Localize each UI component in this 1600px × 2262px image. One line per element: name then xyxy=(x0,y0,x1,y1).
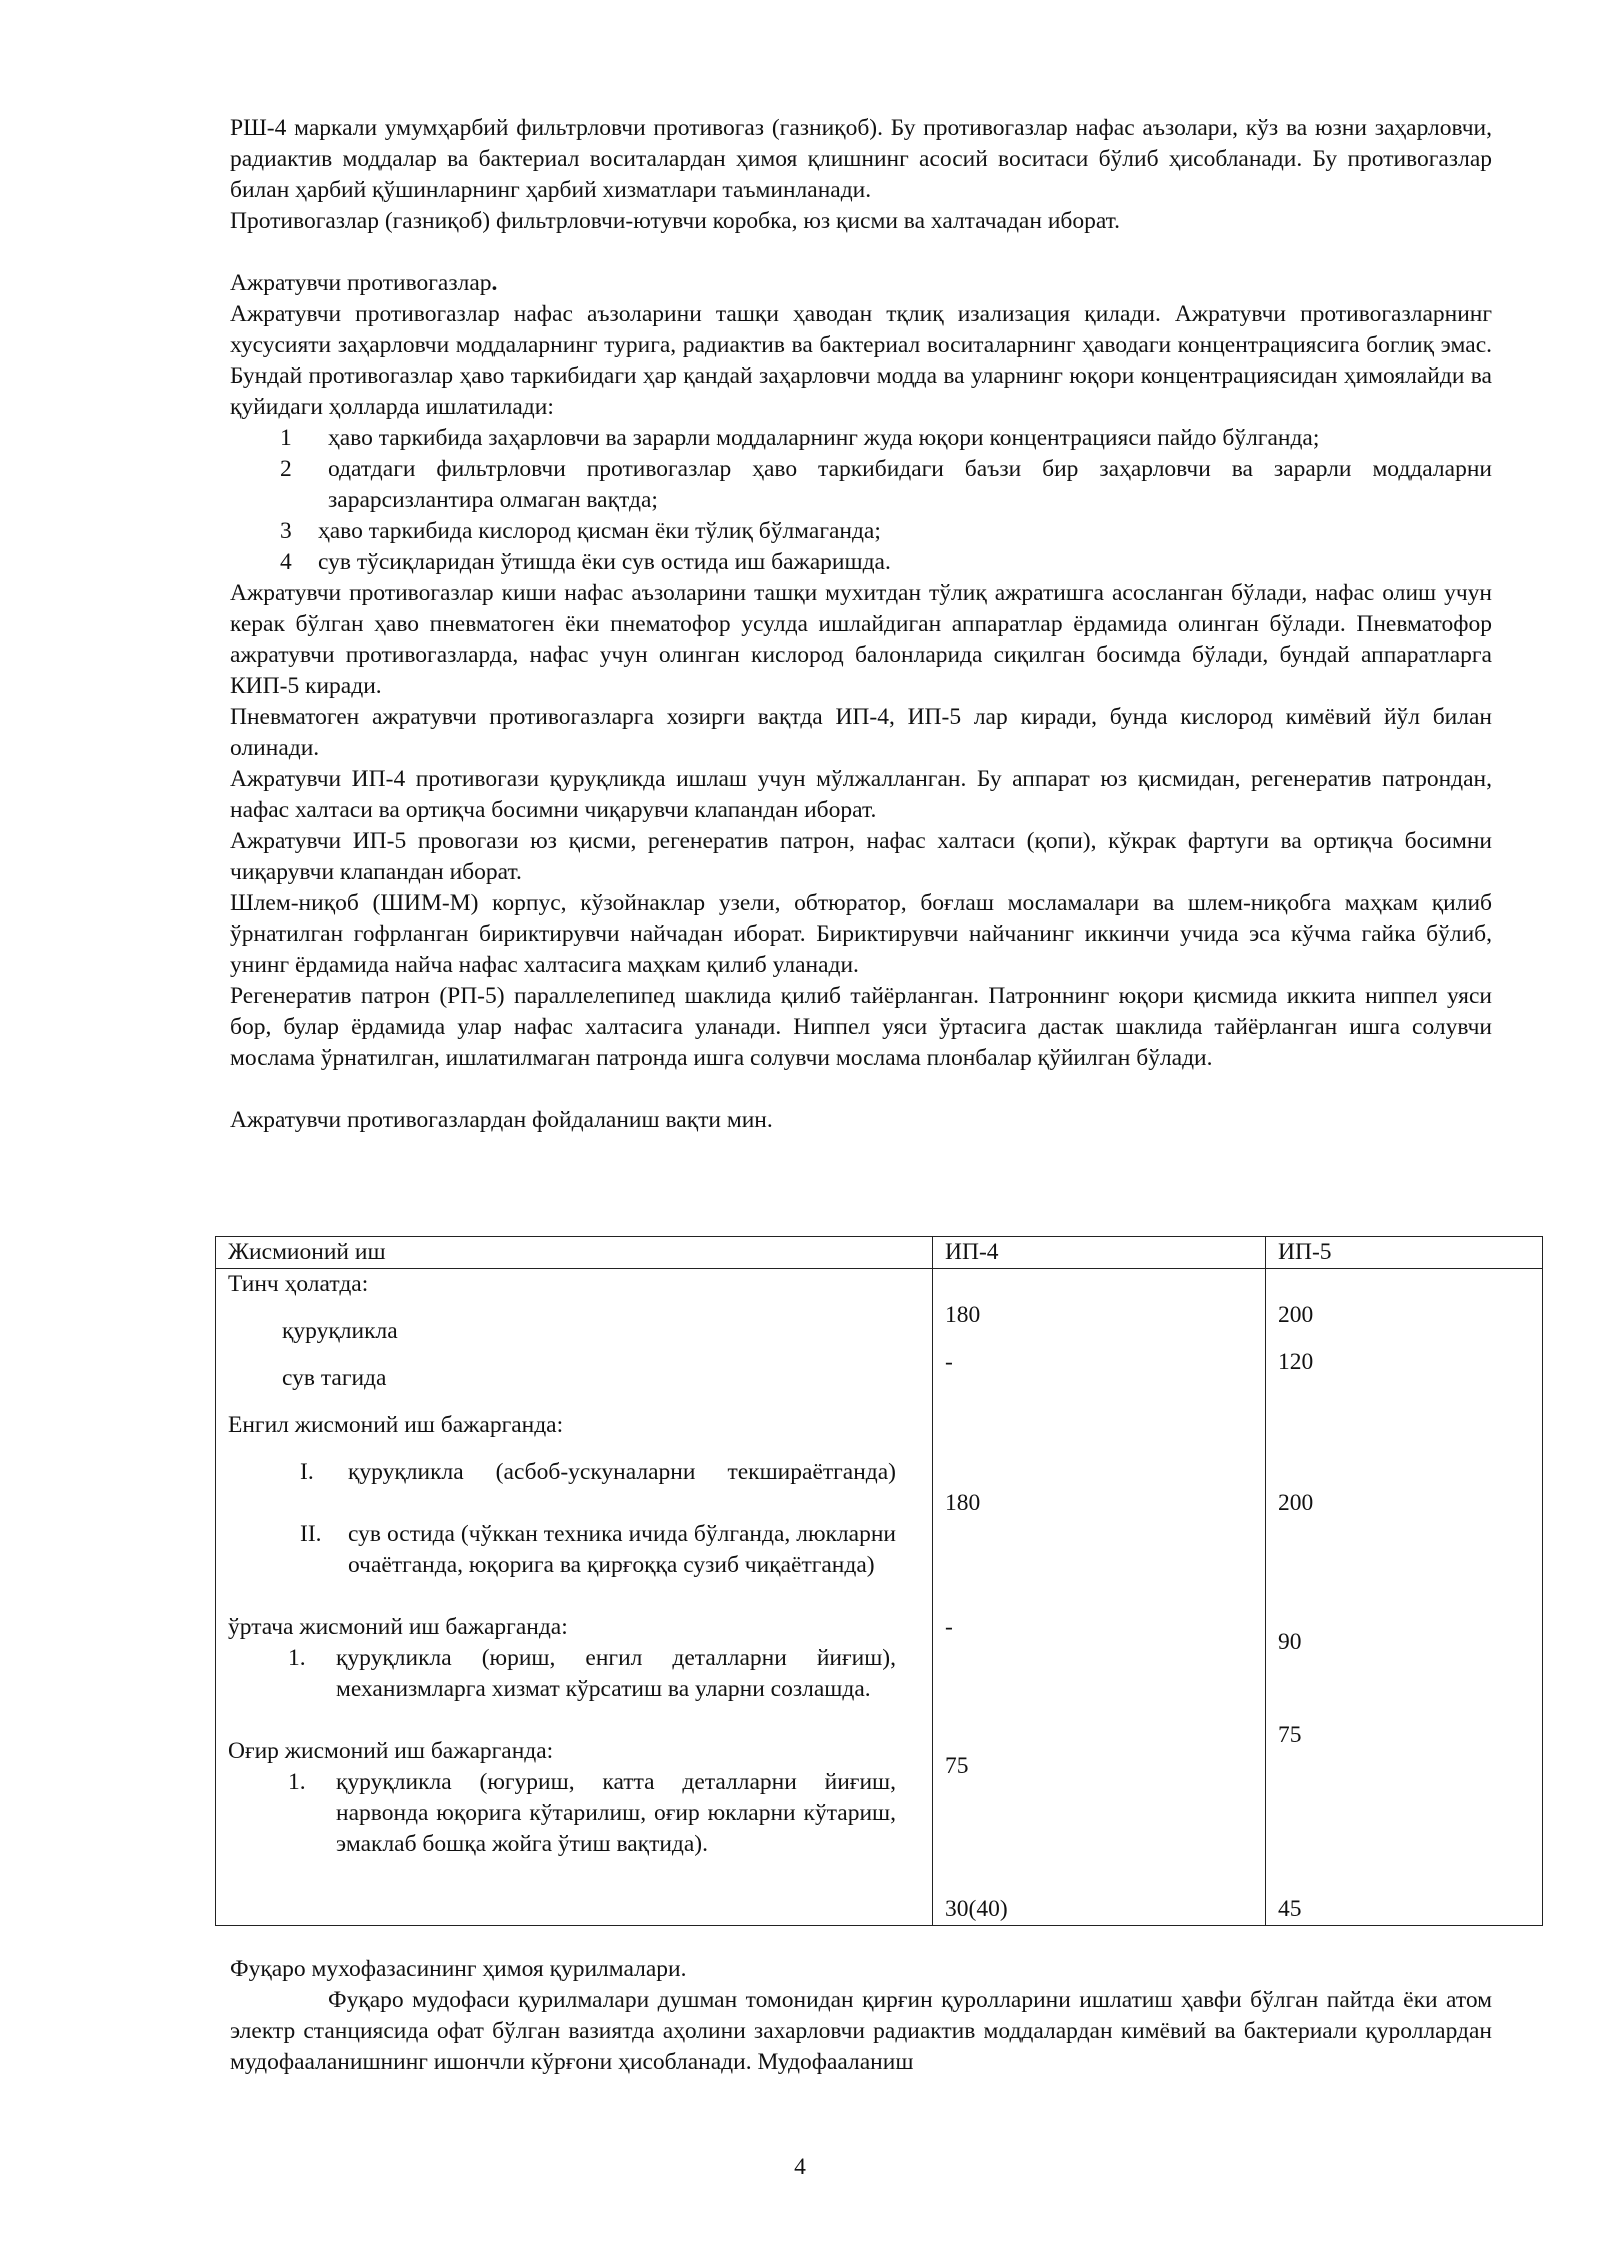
table-header-cell: ИП-5 xyxy=(1266,1237,1543,1269)
ip5-value: 75 xyxy=(1278,1722,1302,1748)
ip4-value: 180 xyxy=(945,1490,981,1516)
ip5-cell xyxy=(1266,1269,1543,1926)
section-title: Фуқаро мухофазасининг ҳимоя қурилмалари. xyxy=(230,1956,687,1982)
work-type-cell xyxy=(216,1269,933,1926)
ip5-value: 120 xyxy=(1278,1349,1314,1375)
ip4-value: - xyxy=(945,1349,953,1375)
paragraph: Фуқаро мудофаси қурилмалари душман томонидан қирғин қуролларини ишлатиш ҳавфи бўлган пайтда ёки атом электр станциясида офат бўлган вазиятда аҳолини захарловчи радиактив моддалардан кимёвий ва бактериали қуроллардан мудофааланишнинг ишончли кўрғони ҳисобланади. Мудофааланиш xyxy=(230,1987,1492,2075)
row-label: Оғир жисмоний иш бажарганда: xyxy=(228,1738,554,1764)
intro-paragraph-2: Противогазлар (газниқоб) фильтрловчи-ютувчи коробка, юз қисми ва халтачадан иборат. xyxy=(230,208,1121,234)
row-label: сув остида (чўккан техника ичида бўлганда, люкларни очаётганда, юқорига ва қирғоққа сузиб чиқаётганда) xyxy=(348,1521,896,1578)
list-number: I. xyxy=(300,1459,314,1485)
paragraph: Ажратувчи противогазлар киши нафас аъзоларини ташқи мухитдан тўлиқ ажратишга асосланган бўлади, нафас олиш учун керак бўлган ҳаво пневматоген ёки пнематофор усулда ишлайдиган аппаратлар ёрдамида олинган бўлади. Пневматофор ажратувчи противогазларда, нафас учун олинган кислород балонларида сиқилган босимда бўлади, бундай аппаратларга КИП-5 киради. xyxy=(230,580,1492,699)
conditions-list xyxy=(230,423,1492,578)
paragraph: Регенератив патрон (РП-5) параллелепипед шаклида қилиб тайёрланган. Патроннинг юқори қисмида иккита ниппел уяси бор, булар ёрдамида улар нафас халтасига уланади. Ниппел уяси ўртасига дастак шаклида тайёрланган ишга солувчи мослама ўрнатилган, ишлатилмаган патронда ишга солувчи мослама плонбалар қўйилган бўлади. xyxy=(230,983,1492,1071)
ip5-value: 200 xyxy=(1278,1490,1314,1516)
page-number: 4 xyxy=(794,2154,806,2180)
paragraph: Шлем-ниқоб (ШИМ-М) корпус, кўзойнаклар узели, обтюратор, боғлаш мосламалари ва шлем-ниқобга маҳкам қилиб ўрнатилган гофрланган бириктирувчи найчадан иборат. Бириктирувчи найчанинг иккинчи учида эса кўчма гайка бўлиб, унинг ёрдамида найча нафас халтасига маҳкам қилиб уланади. xyxy=(230,890,1492,978)
list-item: 1 ҳаво таркибида заҳарловчи ва зарарли моддаларнинг жуда юқори концентрацияси пайдо бўлганда; xyxy=(280,425,1320,451)
paragraph: Пневматоген ажратувчи противогазларга хозирги вақтда ИП-4, ИП-5 лар киради, бунда кислород кимёвий йўл билан олинади. xyxy=(230,704,1492,761)
list-item: 4 сув тўсиқларидан ўтишда ёки сув остида иш бажаришда. xyxy=(280,549,891,575)
ip4-value: 180 xyxy=(945,1302,981,1328)
paragraph: Ажратувчи ИП-5 провогази юз қисми, регенератив патрон, нафас халтаси (қопи), кўкрак фартуги ва ортиқча босимни чиқарувчи клапандан иборат. xyxy=(230,828,1492,885)
ip5-value: 45 xyxy=(1278,1896,1302,1922)
ip5-value: 200 xyxy=(1278,1302,1314,1328)
list-number: II. xyxy=(300,1521,322,1547)
ip4-value: 30(40) xyxy=(945,1896,1008,1922)
document-body xyxy=(230,113,1492,1136)
section-paragraph: Ажратувчи противогазлар нафас аъзоларини ташқи ҳаводан тқлиқ изализация қилади. Ажратувчи противогазларнинг хусусияти заҳарловчи моддаларнинг турига, радиактив ва бактериал воситаларнинг ҳаводаги концентрациясига боглиқ эмас. Бундай противогазлар ҳаво таркибидаги ҳар қандай заҳарловчи модда ва уларнинг юқори концентрациясидан ҳимоялайди ва қуйидаги ҳолларда ишлатилади: xyxy=(230,301,1492,420)
table-header-row xyxy=(216,1237,1543,1269)
usage-time-table xyxy=(215,1236,1543,1926)
row-label: қуруқликла (асбоб-ускуналарни текшираётганда) xyxy=(348,1459,896,1485)
row-label: ўртача жисмоний иш бажарганда: xyxy=(228,1614,568,1640)
row-label: қуруқликла xyxy=(282,1318,398,1344)
intro-paragraph: РШ-4 маркали умумҳарбий фильтрловчи противогаз (газниқоб). Бу противогазлар нафас аъзолари, кўз ва юзни заҳарловчи, радиактив моддалар ва бактериал воситалардан ҳимоя қлишнинг асосий воситаси бўлиб ҳисобланади. Бу противогазлар билан ҳарбий қўшинларнинг ҳарбий хизматлари таъминланади. xyxy=(230,115,1492,203)
row-label: қуруқликла (юриш, енгил деталларни йиғиш), механизмларга хизмат кўрсатиш ва уларни созлашда. xyxy=(336,1645,896,1702)
table-caption: Ажратувчи противогазлардан фойдаланиш вақти мин. xyxy=(230,1107,773,1133)
ip5-value: 90 xyxy=(1278,1629,1302,1655)
list-number: 1. xyxy=(288,1645,306,1671)
paragraph: Ажратувчи ИП-4 противогази қуруқликда ишлаш учун мўлжалланган. Бу аппарат юз қисмидан, регенератив патрондан, нафас халтаси ва ортиқча босимни чиқарувчи клапандан иборат. xyxy=(230,766,1492,823)
ip4-cell xyxy=(933,1269,1266,1926)
list-item: 2 одатдаги фильтрловчи противогазлар ҳаво таркибидаги баъзи бир заҳарловчи ва зарарли моддаларни зарарсизлантира олмаган вақтда; xyxy=(280,456,1492,513)
table-header-cell: ИП-4 xyxy=(933,1237,1266,1269)
list-number: 1. xyxy=(288,1769,306,1795)
ip4-value: 75 xyxy=(945,1753,969,1779)
ip4-value: - xyxy=(945,1614,953,1640)
table-header-cell: Жисмионий иш xyxy=(216,1237,933,1269)
row-label: Енгил жисмоний иш бажарганда: xyxy=(228,1412,564,1438)
row-label: сув тагида xyxy=(282,1365,387,1391)
table-row xyxy=(216,1269,1543,1926)
row-label: Тинч ҳолатда: xyxy=(228,1271,369,1297)
row-label: қуруқликла (югуриш, катта деталларни йиғиш, нарвонда юқорига кўтарилиш, оғир юкларни кўтариш, эмаклаб бошқа жойга ўтиш вақтида). xyxy=(336,1769,896,1857)
list-item: 3 ҳаво таркибида кислород қисман ёки тўлиқ бўлмаганда; xyxy=(280,518,881,544)
section-title: Ажратувчи противогазлар. xyxy=(230,270,498,296)
